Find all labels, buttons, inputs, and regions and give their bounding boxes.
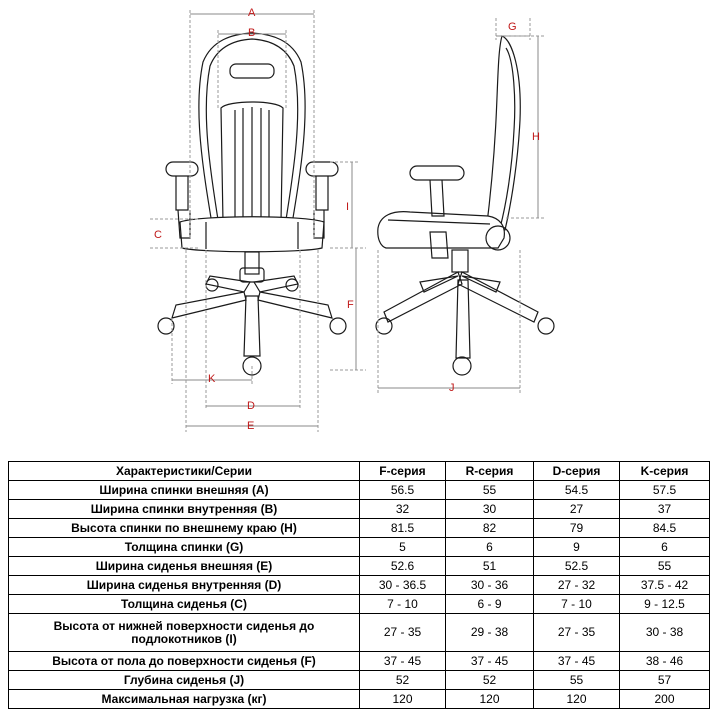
cell-value: 7 - 10 (360, 595, 446, 614)
table-header-row (9, 462, 710, 481)
dim-label-h: H (532, 131, 540, 143)
dim-label-j: J (449, 382, 455, 394)
table-row (9, 576, 710, 595)
cell-value: 55 (620, 557, 710, 576)
cell-value: 120 (446, 690, 534, 709)
cell-value: 52.5 (534, 557, 620, 576)
cell-value: 37 - 45 (446, 652, 534, 671)
cell-value: 27 - 32 (534, 576, 620, 595)
cell-value: 82 (446, 519, 534, 538)
cell-value: 200 (620, 690, 710, 709)
cell-value: 81.5 (360, 519, 446, 538)
table-row (9, 671, 710, 690)
cell-value: 30 (446, 500, 534, 519)
cell-value: 27 - 35 (534, 614, 620, 652)
header-r-series: R-серия (446, 462, 534, 481)
row-label: Ширина сиденья внешняя (E) (9, 557, 360, 576)
table-row (9, 614, 710, 652)
cell-value: 5 (360, 538, 446, 557)
cell-value: 55 (446, 481, 534, 500)
cell-value: 7 - 10 (534, 595, 620, 614)
cell-value: 6 - 9 (446, 595, 534, 614)
cell-value: 51 (446, 557, 534, 576)
header-f-series: F-серия (360, 462, 446, 481)
table-row (9, 538, 710, 557)
specifications-table (8, 461, 710, 709)
cell-value: 37 - 45 (534, 652, 620, 671)
cell-value: 38 - 46 (620, 652, 710, 671)
cell-value: 52 (360, 671, 446, 690)
cell-value: 54.5 (534, 481, 620, 500)
cell-value: 56.5 (360, 481, 446, 500)
row-label: Толщина сиденья (C) (9, 595, 360, 614)
cell-value: 30 - 36.5 (360, 576, 446, 595)
cell-value: 32 (360, 500, 446, 519)
row-label: Высота от пола до поверхности сиденья (F) (9, 652, 360, 671)
cell-value: 79 (534, 519, 620, 538)
dim-label-e: E (247, 420, 255, 432)
table-row (9, 500, 710, 519)
header-k-series: K-серия (620, 462, 710, 481)
cell-value: 30 - 36 (446, 576, 534, 595)
cell-value: 29 - 38 (446, 614, 534, 652)
table-row (9, 652, 710, 671)
cell-value: 84.5 (620, 519, 710, 538)
dim-label-b: B (248, 27, 256, 39)
row-label: Максимальная нагрузка (кг) (9, 690, 360, 709)
cell-value: 37.5 - 42 (620, 576, 710, 595)
cell-value: 55 (534, 671, 620, 690)
cell-value: 37 - 45 (360, 652, 446, 671)
row-label: Глубина сиденья (J) (9, 671, 360, 690)
cell-value: 9 (534, 538, 620, 557)
row-label: Ширина сиденья внутренняя (D) (9, 576, 360, 595)
cell-value: 57.5 (620, 481, 710, 500)
cell-value: 120 (534, 690, 620, 709)
side-view-chair (376, 36, 554, 375)
row-label: Высота от нижней поверхности сиденья до подлокотников (I) (9, 614, 360, 652)
header-characteristics: Характеристики/Серии (9, 462, 360, 481)
cell-value: 27 (534, 500, 620, 519)
dim-label-d: D (247, 400, 255, 412)
row-label: Высота спинки по внешнему краю (H) (9, 519, 360, 538)
cell-value: 30 - 38 (620, 614, 710, 652)
row-label: Ширина спинки внутренняя (B) (9, 500, 360, 519)
row-label: Ширина спинки внешняя (A) (9, 481, 360, 500)
cell-value: 6 (620, 538, 710, 557)
dim-label-f: F (347, 299, 354, 311)
cell-value: 57 (620, 671, 710, 690)
table-row (9, 481, 710, 500)
front-view-chair (158, 33, 346, 375)
cell-value: 27 - 35 (360, 614, 446, 652)
dim-label-a: A (248, 7, 256, 19)
cell-value: 52.6 (360, 557, 446, 576)
cell-value: 37 (620, 500, 710, 519)
row-label: Толщина спинки (G) (9, 538, 360, 557)
table-row (9, 595, 710, 614)
dim-label-i: I (346, 201, 350, 213)
cell-value: 120 (360, 690, 446, 709)
table-row (9, 557, 710, 576)
cell-value: 52 (446, 671, 534, 690)
cell-value: 9 - 12.5 (620, 595, 710, 614)
table-row (9, 519, 710, 538)
dim-label-c: C (154, 229, 162, 241)
cell-value: 6 (446, 538, 534, 557)
dim-label-g: G (508, 21, 517, 33)
table-row (9, 690, 710, 709)
dim-label-k: K (208, 373, 216, 385)
header-d-series: D-серия (534, 462, 620, 481)
